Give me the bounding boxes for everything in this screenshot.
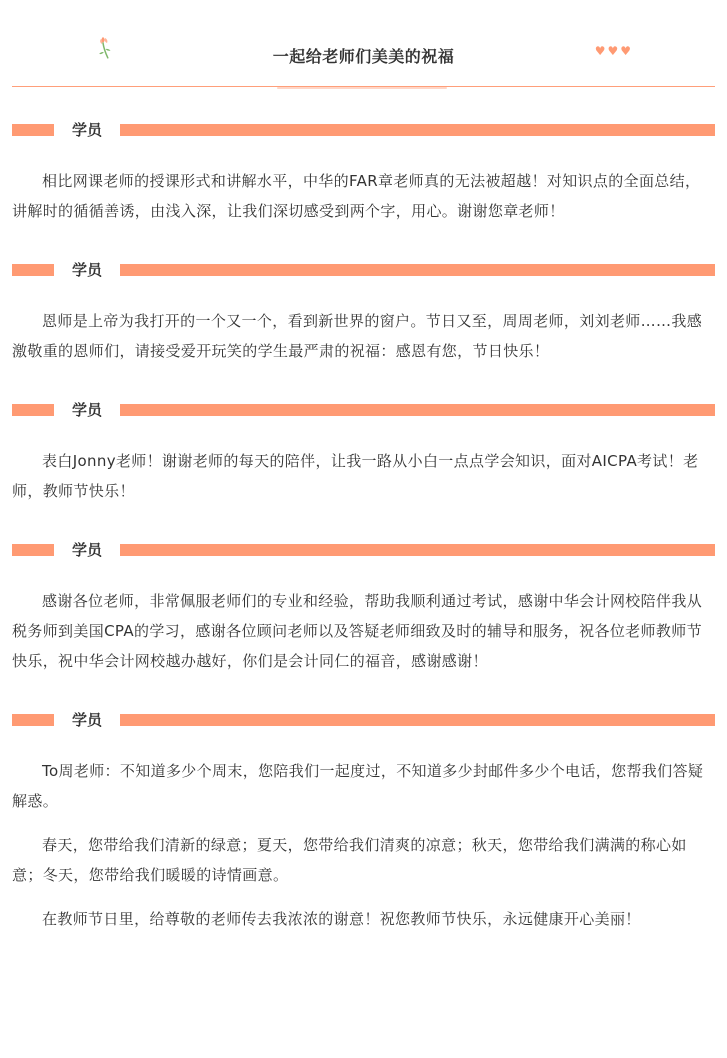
section-bar-right <box>120 404 715 416</box>
section-content <box>12 756 715 934</box>
section-bar-left <box>12 544 54 556</box>
message-paragraph: 春天，您带给我们清新的绿意；夏天，您带给我们清爽的凉意；秋天，您带给我们满满的称心如意；冬天，您带给我们暖暖的诗情画意。 <box>12 836 687 884</box>
header-divider <box>12 86 715 87</box>
section-bar-left <box>12 404 54 416</box>
header <box>12 0 715 86</box>
section-label: 学员 <box>71 541 102 559</box>
section-label: 学员 <box>71 711 102 729</box>
message-section <box>12 542 715 676</box>
message-paragraph: 在教师节日里，给尊敬的老师传去我浓浓的谢意！祝您教师节快乐，永远健康开心美丽！ <box>42 910 641 928</box>
section-divider <box>12 402 715 418</box>
section-content <box>12 586 715 676</box>
section-bar-right <box>120 264 715 276</box>
message-section <box>12 712 715 934</box>
message-section <box>12 402 715 506</box>
section-divider <box>12 262 715 278</box>
page-title: 一起给老师们美美的祝福 <box>272 47 455 66</box>
title-underline <box>277 87 447 89</box>
section-bar-left <box>12 124 54 136</box>
message-paragraph: 表白Jonny老师！谢谢老师的每天的陪伴，让我一路从小白一点点学会知识，面对AICPA考试！老师，教师节快乐！ <box>12 452 699 500</box>
heart-icon: ♥ <box>594 44 606 58</box>
message-paragraph: 感谢各位老师，非常佩服老师们的专业和经验，帮助我顺利通过考试，感谢中华会计网校陪伴我从税务师到美国CPA的学习，感谢各位顾问老师以及答疑老师细致及时的辅导和服务，祝各位老师教师节快乐，祝中华会计网校越办越好，你们是会计同仁的福音，感谢感谢！ <box>12 592 703 670</box>
section-bar-left <box>12 714 54 726</box>
section-bar-right <box>120 544 715 556</box>
section-divider <box>12 542 715 558</box>
heart-icon: ♥ <box>607 44 619 58</box>
section-divider <box>12 712 715 728</box>
section-label: 学员 <box>71 121 102 139</box>
section-content <box>12 166 715 226</box>
message-paragraph: To周老师：不知道多少个周末，您陪我们一起度过，不知道多少封邮件多少个电话，您帮我们答疑解惑。 <box>12 762 704 810</box>
message-section <box>12 262 715 366</box>
section-label: 学员 <box>71 261 102 279</box>
section-label: 学员 <box>71 401 102 419</box>
hearts-icon <box>595 45 631 57</box>
section-bar-left <box>12 264 54 276</box>
section-bar-right <box>120 124 715 136</box>
message-section <box>12 122 715 226</box>
message-paragraph: 相比网课老师的授课形式和讲解水平，中华的FAR章老师真的无法被超越！对知识点的全面总结，讲解时的循循善诱，由浅入深，让我们深切感受到两个字，用心。谢谢您章老师！ <box>12 172 701 220</box>
heart-icon: ♥ <box>620 44 631 58</box>
section-bar-right <box>120 714 715 726</box>
section-content <box>12 446 715 506</box>
section-content <box>12 306 715 366</box>
message-paragraph: 恩师是上帝为我打开的一个又一个，看到新世界的窗户。节日又至，周周老师，刘刘老师……我感激敬重的恩师们，请接受爱开玩笑的学生最严肃的祝福：感恩有您，节日快乐！ <box>12 312 703 360</box>
section-divider <box>12 122 715 138</box>
